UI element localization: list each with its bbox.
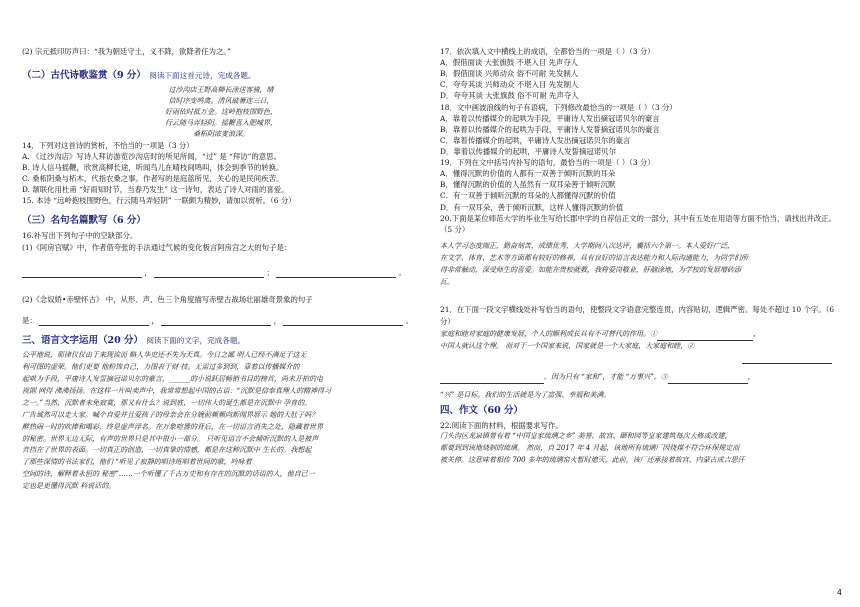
- section-title-text: （二）古代诗歌鉴赏（9 分）: [22, 70, 146, 82]
- poem-line: 行云随马弄轻阴。摇鞭喜入肥城界，: [165, 118, 277, 127]
- q15-stem: 15. 本诗 “远岭抱枝围野色，行云随马弄轻阴” 一联颇为精妙，请加以赏析。（6 分）: [22, 196, 296, 206]
- q14-option-a: A. 《过沙沟店》写诗人拜访游览沙沟店时的所见所闻，“过” 是 “拜访”的意思。: [22, 151, 281, 161]
- section-poetry-title: [22, 69, 420, 83]
- q22-material: [440, 431, 842, 467]
- passage-line: 空间的诗，解释着永恒的 秘密”……一个听懂了千古万史和有存在的沉默的话语的人，他自己一: [22, 470, 315, 479]
- passage-line: 醉热闹一时的吹捧和喝彩，终是虚声浮名。在万象喧嚣的背后，在一切语言消失之处，隐藏着世界: [22, 422, 323, 431]
- poem: [22, 85, 420, 139]
- q16-answer-line-1[interactable]: ， ； 。: [22, 267, 420, 278]
- q21-text: 家庭和睦对家庭的健康发展，个人的顺利成长具有不可替代的作用。: [440, 329, 650, 338]
- section-title-rest: 阅读下面这首元诗，完成各题。: [149, 71, 256, 81]
- q19-option-a: A．懂得沉默的价值的人都有一双善于倾听沉默的耳朵: [440, 169, 616, 179]
- letter-line: 得非常触动，深受师生的喜爱。如能在贵校就教，我将爱岗敬业，肝脑涂地，为学校的发展增砖添: [440, 265, 741, 274]
- material-line: 被关停。这意味着相传 700 多年的琉璃窑火暂时熄灭。此前，该厂还承接着故宫、内蒙古成吉思汗: [440, 456, 745, 465]
- poem-line: 过沙沟店王野高柳长涂送客骑，晴: [168, 86, 274, 95]
- answer-blank[interactable]: [283, 317, 403, 326]
- q19-option-d: D．有一双耳朵，善于倾听沉默，这样人懂得沉默的价值: [440, 202, 624, 212]
- q21-line-4: “兴” 是目标。我们的生活就是为了富强、幸福和美满。: [440, 391, 611, 400]
- q19-option-c: C．有一双善于倾听沉默的耳朵的人都懂得沉默的价值: [440, 191, 616, 201]
- letter-line: 本人学习态度端正，勤奋刻苦，成绩优秀，大学期间八次达评，囊括六个第一。本人爱好广泛，: [440, 241, 734, 250]
- answer-blank-3[interactable]: [668, 375, 748, 384]
- q19-stem: 19．下列在文中括号内补写的语句，最恰当的一项是（ ）（3 分）: [440, 158, 655, 168]
- q16-item-2: (2)《念奴娇•赤壁怀古》 中，从形、声、色三个角度描写赤壁古战场壮丽雄奇景象的句子: [22, 294, 313, 304]
- section-title-text: 三、语言文字运用（20 分）: [22, 335, 144, 347]
- q16-stem: 16.补写出下列句子中的空缺部分。: [22, 231, 138, 241]
- answer-blank[interactable]: [22, 269, 142, 278]
- q19-option-b: B．懂得沉默的价值的人虽然有一双耳朵善于倾听沉默: [440, 180, 616, 190]
- passage-line: 起哄为手段，平庸诗人发誓摘冠诺贝尔的豪言，______的小说跃居畅销书目的榜首，尚未开拍的电: [22, 375, 323, 384]
- answer-blank[interactable]: [39, 317, 149, 326]
- answer-blank-2-cont[interactable]: [440, 375, 544, 384]
- left-column: [22, 0, 420, 493]
- q17-option-d: D．夸夸其谈 大张旗鼓 俗不可耐 先声夺人: [440, 91, 579, 101]
- right-column: [440, 0, 842, 467]
- answer-blank[interactable]: [161, 317, 271, 326]
- q16-answer-line-2[interactable]: 是： ， ， 。: [22, 315, 414, 325]
- passage-line: 了那些深情的书法家们，他们 “听见了寂静的唱诗班唱着世间的歌，吟咏着: [22, 458, 252, 467]
- q14-option-c: C. 桑柘阴桑与柘木，代指农桑之事。作者写的是庭蓝所见，关心的是民间疾苦。: [22, 173, 284, 183]
- q13-item-2: (2) 宗元抵印厉声曰：“我为朝廷守土，义不降，欲降者任为之。”: [22, 47, 231, 56]
- q21-text: 中国人就认这个理。 而对于一个国家来说，国家就是一个大家庭，大家庭和睦，②: [440, 341, 695, 350]
- passage-line: 视剧 网得 沸沸扬扬。在这样一片叫卖声中，我常常想起中国的古语：“沉默是信奉真理人的精神得习: [22, 386, 332, 395]
- q18-option-b: B．靠着以传播媒介的起哄为手段，平庸诗人发誓摘冠诺贝尔的豪言: [440, 124, 660, 134]
- material-line: 门头沟区龙泉镇曾有着 “中国皇家琉璃之乡” 美誉。故宫、颐和园等皇家建筑每次大修或改建，: [440, 432, 732, 441]
- section-essay-title: 四、作文（60 分）: [440, 405, 524, 417]
- passage-line: 之一。”当然，沉默者未免寂寞，那又有什么？说到底，一切伟大的诞生都是在沉默中 孕育的。: [22, 398, 312, 407]
- passage-line: 的秘密。世界无边无际，有声的世界只是其中很小一部分。 只听见语言不会倾听沉默的人是被声: [22, 434, 319, 443]
- section-title-rest: 阅读下面的文字，完成各题。: [146, 336, 246, 346]
- passage-line: 广告诚然可以走大家。喊个自爱并且爱孩子的母亲会在分娩前频频向新闻界展示 她的大肚子吗？: [22, 410, 319, 419]
- passage-line: 公平地说，耶律仅仅由于来现诶而 略人华史还不失为天真。今日之鄙 明人已经不满足于这无: [22, 351, 307, 360]
- q14-option-d: D. 颔联化用杜甫 “好雨知时节，当春乃发生” 这一诗句，表达了诗人对雨的喜爱。: [22, 185, 289, 195]
- q22-stem: 22.阅读下面的材料，根据要求写作。: [440, 421, 563, 431]
- q18-stem: 18．文中画波浪线的句子有语病，下列修改最恰当的一项是（ ）（3 分）: [440, 102, 677, 112]
- poem-line: 好雨依时抵万金。这岭抱枝围野色，: [165, 108, 277, 117]
- q21-line-1: 家庭和睦对家庭的健康发展，个人的顺利成长具有不可替代的作用。① ，: [440, 329, 842, 341]
- material-line: 都要到到该地烧制的琉璃。 然而，自 2017 年 4 月起，该地所有琉璃厂因烧煤不符合环保规定而: [440, 444, 740, 453]
- q17-stem: 17．依次填入文中横线上的成语，全都恰当的一项是（ ）（3 分）: [440, 47, 655, 56]
- q14-stem: 14．下列对这首诗的赏析，不恰当的一项是（3 分）: [22, 140, 194, 150]
- q21-text: 。因为只有 “家和”，才能 “万事兴”。③: [544, 373, 668, 382]
- poem-line: 桑柘阴浓麦浪深。: [193, 129, 249, 138]
- q21-line-2: [440, 341, 842, 353]
- q18-option-a: A．靠着以传播媒介的起哄为手段，平庸诗人发出摘冠诺贝尔的豪言: [440, 113, 660, 123]
- section-dictation-title: （三）名句名篇默写（6 分）: [22, 215, 146, 227]
- q20-letter: [440, 241, 842, 289]
- q17-option-b: B．假借面谈 兴师动众 俗不可耐 先发制人: [440, 69, 579, 79]
- page-number: 4: [836, 588, 842, 597]
- q21-passage: [440, 329, 842, 402]
- q18-option-d: D．靠着以传播媒介的起哄，平庸诗人发誓摘冠诺贝尔: [440, 146, 616, 156]
- passage-line: 定也是更懂得沉默 科说话的。: [22, 482, 116, 491]
- q20-stem: 20.下面是某位师范大学的毕业生写给长郡中学的自荐信正文的一部分，其中有五处在用语等方面不恰当，请找出并改正。（5 分）: [440, 213, 837, 234]
- poem-line: 信时序变鸣禽。清风破暑连三日，: [168, 97, 274, 106]
- q16-item-1: (1)《阿房宫赋》中，作者借夸张的手法通过气候的变化极言阿房宫之大的句子是：: [22, 242, 292, 252]
- q17-option-a: A．假借面谈 大张旗鼓 不堪入目 先声夺人: [440, 58, 579, 68]
- passage-line: 利可图的虚荣。他们更要 他粉饰自己，力图表于财 技。无需过多到到，靠着以传播媒介的: [22, 363, 300, 372]
- q21-stem: 21．在下面一段文字横线处补写恰当的语句，使整段文字语意完整连贯，内容贴切，逻辑严密。每处不超过 10 个字。（6 分）: [440, 305, 835, 326]
- passage-line: 音挡在了世界的表面。一切真正的创造，一切真挚的情感，都是在这种沉默中 生长的。我想起: [22, 446, 312, 455]
- q21-line-3: 。因为只有 “家和”，才能 “万事兴”。③ ，: [440, 372, 842, 384]
- section-language-title: [22, 334, 420, 348]
- passage: [22, 350, 420, 493]
- answer-blank[interactable]: [276, 269, 396, 278]
- letter-line: 瓦。: [440, 277, 454, 286]
- q21-line-2b: [440, 352, 832, 364]
- letter-line: 在文学、体育、艺术等方面都有较好的修养，具有良好的语言表达能力和人际沟通能力，为同学们所: [440, 253, 748, 262]
- answer-blank-1[interactable]: [657, 332, 753, 341]
- q17-option-c: C．夸夸其谈 兴师动众 不堪入目 先发制人: [440, 80, 579, 90]
- answer-blank-2[interactable]: [742, 355, 832, 364]
- q14-option-b: B. 诗人信马摇鞭，欣赏高柳长途，听闻鸟儿在晴枝间鸣叫，体会到季节的转换。: [22, 162, 284, 172]
- answer-blank[interactable]: [154, 269, 264, 278]
- q16-answer-prefix: 是：: [22, 315, 37, 325]
- q18-option-c: C．靠着传播媒介的起哄，平庸诗人发出摘冠诺贝尔的豪言: [440, 135, 631, 145]
